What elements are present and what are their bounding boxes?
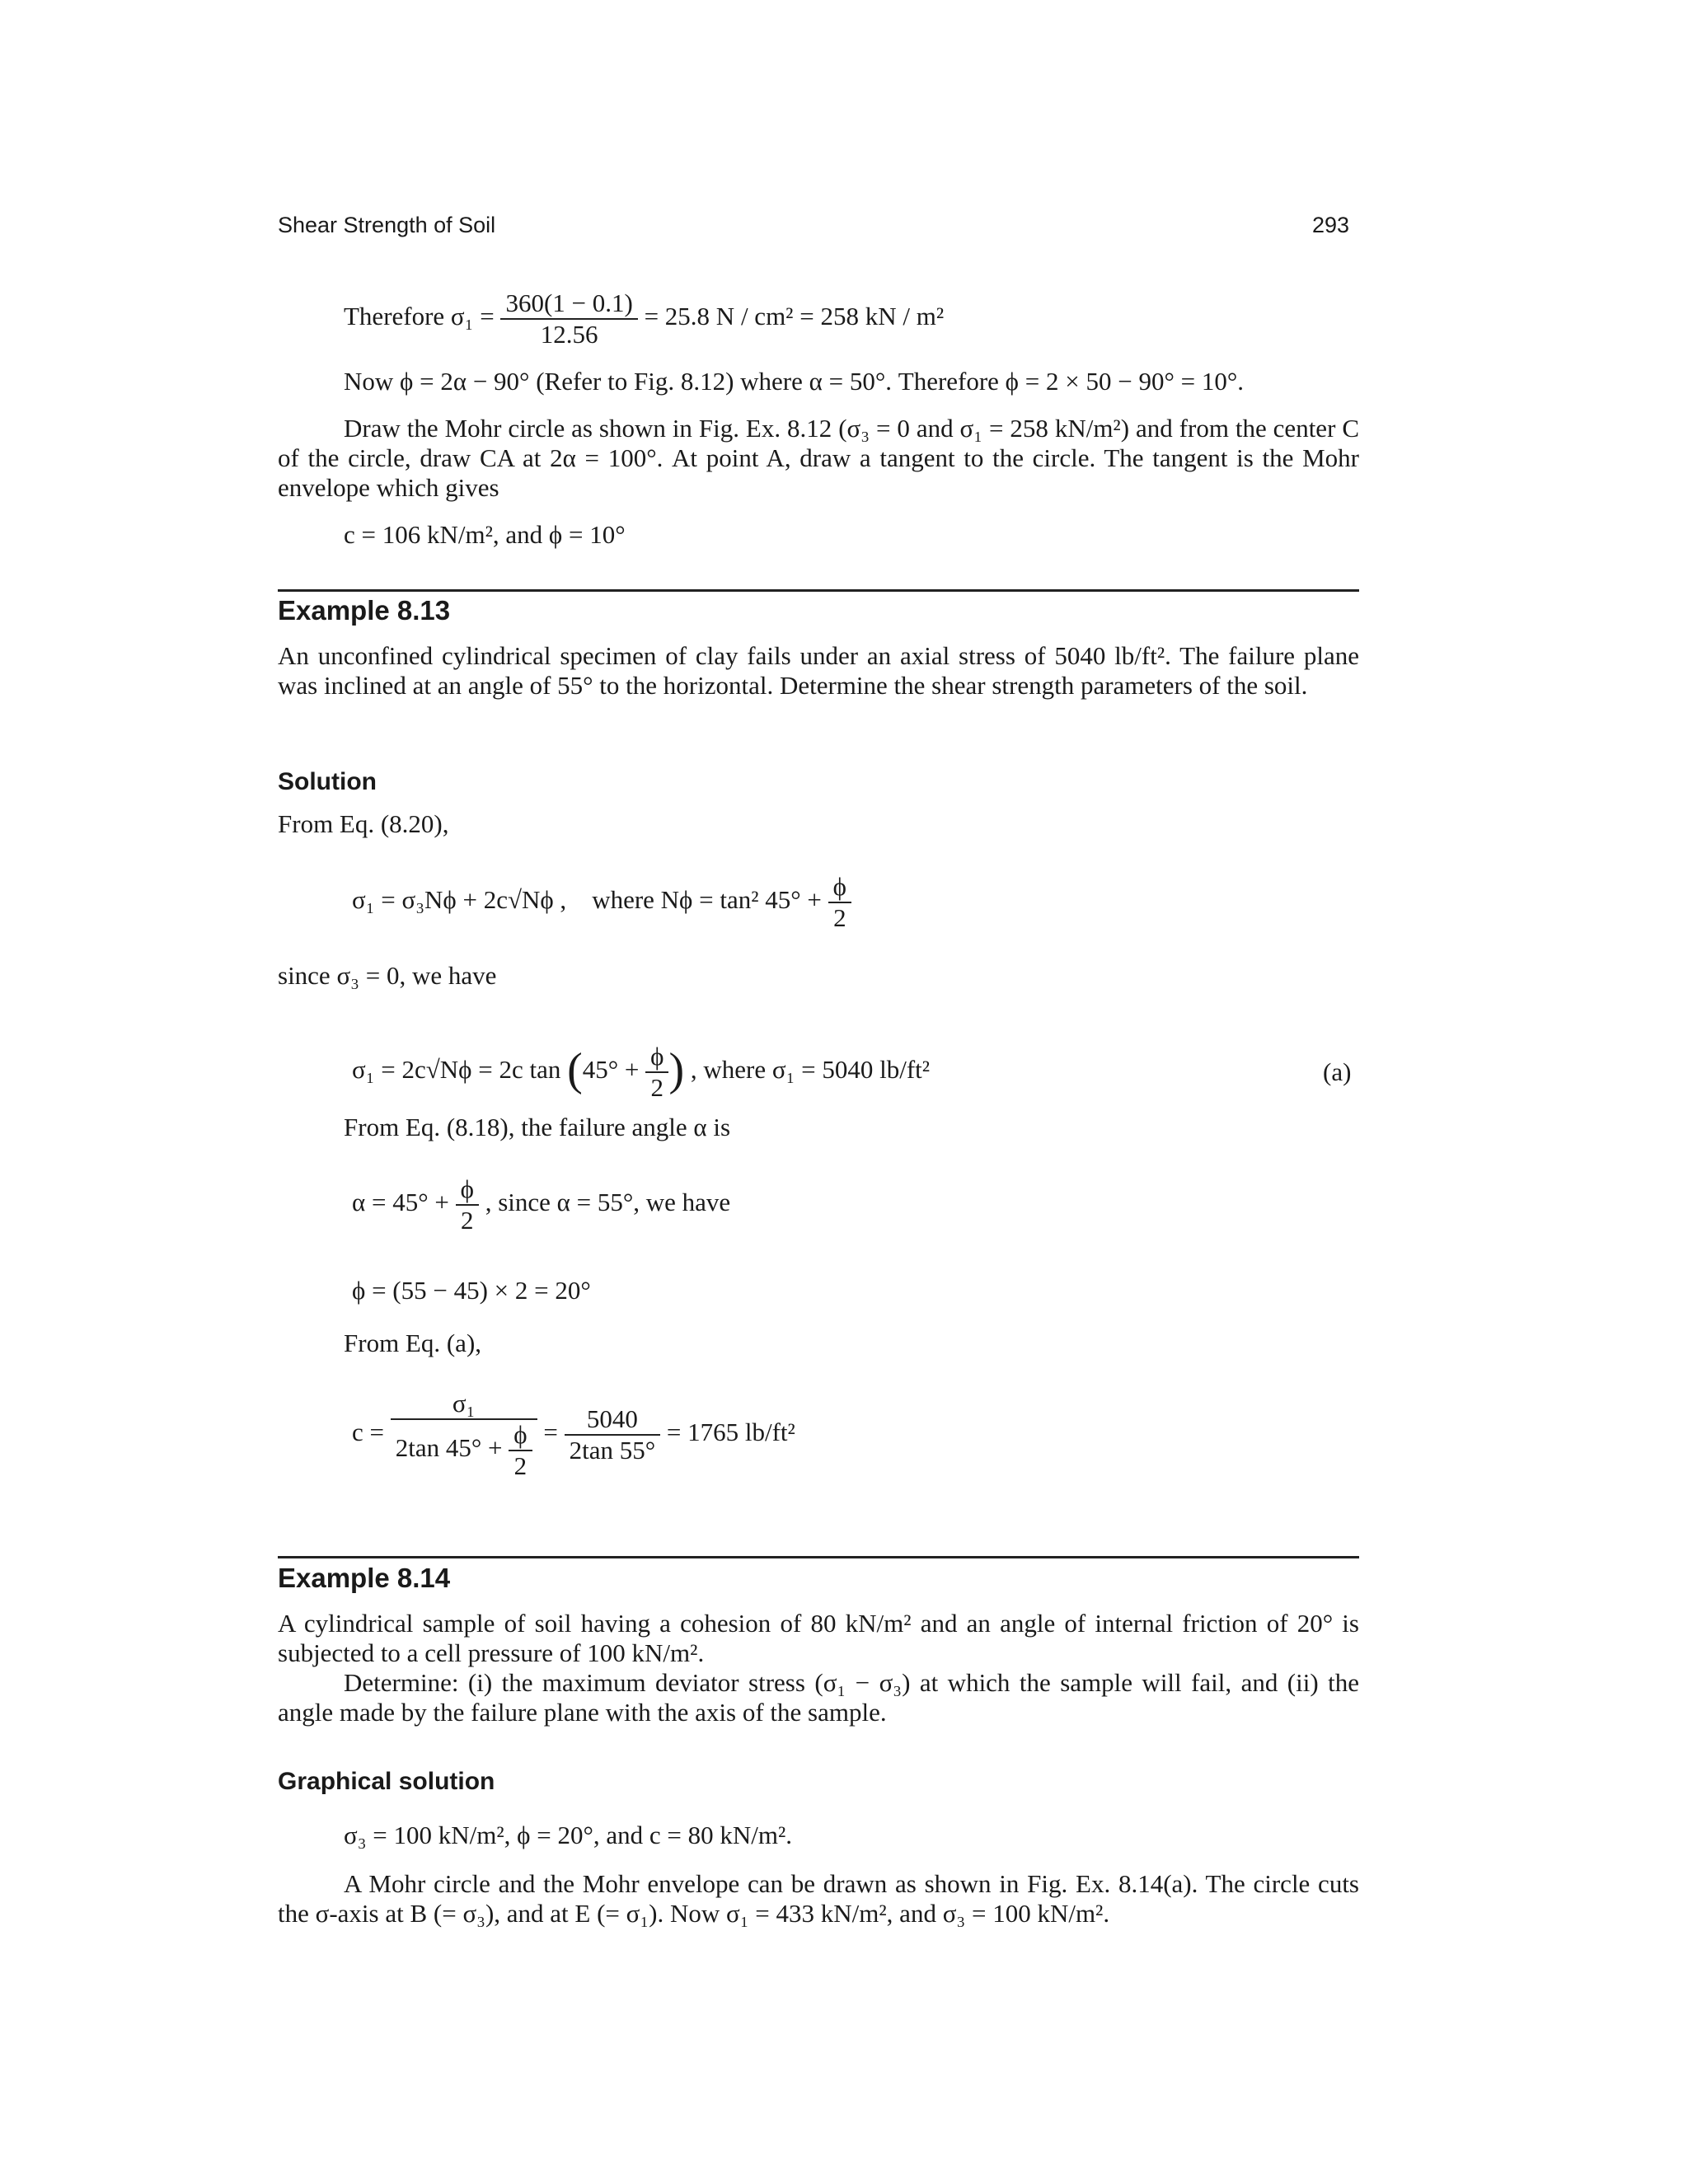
eq5-den1-text: 2tan 45° + — [395, 1433, 503, 1463]
right-paren: ) — [668, 1044, 685, 1096]
example-8-14-heading: Example 8.14 — [278, 1563, 451, 1593]
equation-cohesion — [352, 1389, 795, 1481]
mohr-circle-paragraph: A Mohr circle and the Mohr envelope can be drawn as shown in Fig. Ex. 8.14(a). The circle cuts the σ-axis at B (= σ₃), and at E (= σ₁). Now σ₁ = 433 kN/m², and σ₃ = 100 kN/m². — [278, 1869, 1359, 1928]
eq-therefore-fraction — [500, 288, 637, 349]
two-denominator: 2 — [650, 1073, 664, 1102]
equation-sigma1-general — [352, 872, 851, 933]
eq5-fraction-2 — [565, 1404, 661, 1465]
eq2-main: σ₁ = 2c√Nϕ = 2c tan — [352, 1055, 561, 1085]
eq5-rhs: = 1765 lb/ft² — [666, 1418, 795, 1447]
eq1-main: σ₁ = σ₃Nϕ + 2c√Nϕ , — [352, 885, 567, 915]
result-c-phi: c = 106 kN/m², and ϕ = 10° — [344, 520, 626, 549]
equation-sigma1-reduced — [352, 1042, 930, 1103]
example-8-14-determine: Determine: (i) the maximum deviator stress (σ₁ − σ₃) at which the sample will fail, and (ii) the angle made by the failure plane with the axis of the sample. — [278, 1668, 1359, 1727]
eq3-rest: , since α = 55°, we have — [485, 1188, 731, 1217]
phi-numerator: ϕ — [645, 1042, 668, 1073]
equation-therefore — [344, 288, 944, 349]
graphical-solution-heading: Graphical solution — [278, 1768, 495, 1795]
eq3-lhs: α = 45° + — [352, 1188, 449, 1217]
phi-numerator: ϕ — [828, 872, 851, 903]
eq1-phi-half — [828, 872, 851, 933]
eq2-paren-inner: 45° + — [582, 1055, 640, 1085]
example-8-13-problem: An unconfined cylindrical specimen of clay fails under an axial stress of 5040 lb/ft². The failure plane was inclined at an angle of 55° to the horizontal. Determine the shear strength parameters of the soil. — [278, 641, 1359, 700]
two-denominator: 2 — [833, 903, 846, 932]
eq5-denominator-2: 2tan 55° — [569, 1436, 656, 1465]
eq2-where: , where σ₁ = 5040 lb/ft² — [690, 1055, 931, 1085]
section-rule — [278, 1556, 1359, 1558]
eq2-phi-half — [645, 1042, 668, 1103]
eq-therefore-denominator: 12.56 — [540, 320, 598, 349]
eq5-fraction-1 — [391, 1389, 537, 1481]
example-8-13-heading: Example 8.13 — [278, 595, 451, 626]
section-rule — [278, 589, 1359, 592]
two-denominator: 2 — [513, 1451, 528, 1480]
from-eq-8-20: From Eq. (8.20), — [278, 809, 449, 838]
eq-therefore-rhs: = 25.8 N / cm² = 258 kN / m² — [644, 302, 945, 331]
given-values: σ₃ = 100 kN/m², ϕ = 20°, and c = 80 kN/m². — [344, 1821, 793, 1849]
from-eq-a: From Eq. (a), — [344, 1329, 482, 1357]
eq5-equals: = — [543, 1418, 558, 1447]
eq1-where: where Nϕ = tan² 45° + — [592, 885, 822, 915]
eq-therefore-lhs: Therefore σ₁ = — [344, 302, 495, 331]
left-paren: ( — [567, 1044, 583, 1096]
equation-phi-result: ϕ = (55 − 45) × 2 = 20° — [352, 1276, 591, 1305]
draw-mohr-paragraph: Draw the Mohr circle as shown in Fig. Ex. 8.12 (σ₃ = 0 and σ₁ = 258 kN/m²) and from the center C of the circle, draw CA at 2α = 100°. At point A, draw a tangent to the circle. The tangent is the Mohr envelope which gives — [278, 414, 1359, 502]
since-sigma3-zero: since σ₃ = 0, we have — [278, 961, 497, 990]
phi-numerator: ϕ — [509, 1420, 532, 1451]
equation-label-a: (a) — [1323, 1057, 1352, 1086]
eq5-numerator-2: 5040 — [565, 1404, 661, 1436]
from-eq-8-18: From Eq. (8.18), the failure angle α is — [344, 1113, 731, 1141]
equation-alpha — [352, 1174, 730, 1235]
eq5-phi-half — [509, 1420, 532, 1481]
now-phi-line: Now ϕ = 2α − 90° (Refer to Fig. 8.12) where α = 50°. Therefore ϕ = 2 × 50 − 90° = 10°. — [344, 367, 1244, 396]
running-title: Shear Strength of Soil — [278, 213, 496, 237]
eq5-numerator-1: σ₁ — [391, 1389, 537, 1420]
solution-heading: Solution — [278, 768, 377, 795]
eq5-denominator-1 — [391, 1420, 537, 1481]
phi-numerator: ϕ — [456, 1174, 479, 1206]
eq-therefore-numerator: 360(1 − 0.1) — [500, 288, 637, 320]
eq5-lhs: c = — [352, 1418, 384, 1447]
eq3-phi-half — [456, 1174, 479, 1235]
two-denominator: 2 — [461, 1206, 474, 1235]
page-number: 293 — [1312, 213, 1350, 237]
example-8-14-problem: A cylindrical sample of soil having a cohesion of 80 kN/m² and an angle of internal friction of 20° is subjected to a cell pressure of 100 kN/m². — [278, 1609, 1359, 1667]
